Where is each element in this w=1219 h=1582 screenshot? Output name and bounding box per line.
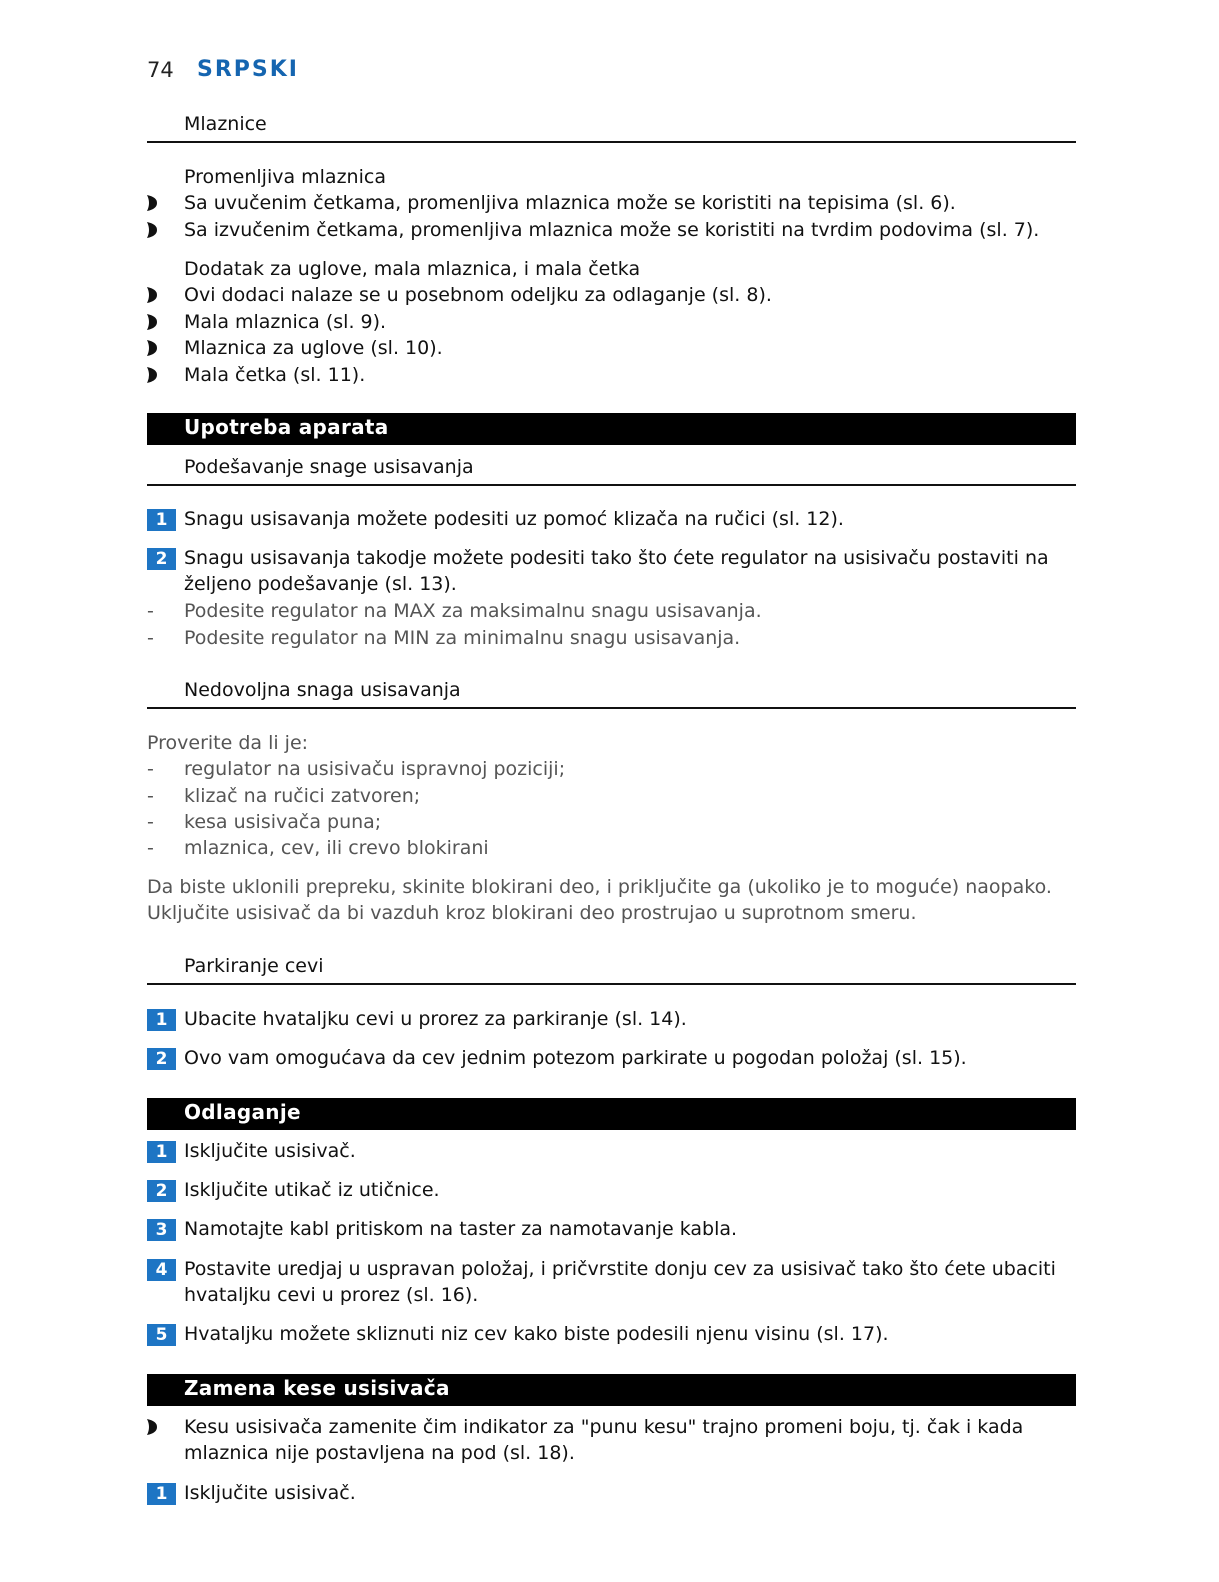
bullet-text: Sa uvučenim četkama, promenljiva mlaznica može se koristiti na tepisima (sl. 6). [184,192,956,214]
divider [147,983,1076,985]
dash-marker: - [147,811,154,833]
step-number: 2 [147,1048,176,1070]
insufficient-heading: Nedovoljna snaga usisavanja [184,679,461,701]
paragraph-line: Uključite usisivač da bi vazduh kroz blokirani deo prostrujao u suprotnom smeru. [147,902,917,924]
bullet-icon [147,340,157,356]
step-number: 2 [147,1180,176,1202]
step-number: 1 [147,1009,176,1031]
step-text: Ubacite hvataljku cevi u prorez za parkiranje (sl. 14). [184,1008,687,1030]
step-text: Isključite usisivač. [184,1482,356,1504]
step-number: 4 [147,1259,176,1281]
bullet-icon [147,1419,157,1435]
step-text: Namotajte kabl pritiskom na taster za namotavanje kabla. [184,1218,738,1240]
check-intro: Proverite da li je: [147,732,309,754]
section-bar-bag [147,1374,1076,1406]
accessories-title: Dodatak za uglove, mala mlaznica, i mala četka [184,258,641,280]
bullet-text: Sa izvučenim četkama, promenljiva mlaznica može se koristiti na tvrdim podovima (sl. 7). [184,219,1040,241]
step-number: 1 [147,509,176,531]
bullet-icon [147,314,157,330]
bullet-icon [147,195,157,211]
step-number: 1 [147,1483,176,1505]
bullet-icon [147,287,157,303]
dash-text: Podesite regulator na MAX za maksimalnu snagu usisavanja. [184,600,762,622]
dash-marker: - [147,627,154,649]
step-number: 3 [147,1219,176,1241]
step-text: Isključite usisivač. [184,1140,356,1162]
language-label: SRPSKI [197,57,299,82]
step-text-continued: željeno podešavanje (sl. 13). [184,573,457,595]
step-text: Hvataljku možete skliznuti niz cev kako biste podesili njenu visinu (sl. 17). [184,1323,889,1345]
dash-text: Podesite regulator na MIN za minimalnu snagu usisavanja. [184,627,741,649]
variable-nozzle-title: Promenljiva mlaznica [184,166,386,188]
power-heading: Podešavanje snage usisavanja [184,456,474,478]
dash-marker: - [147,600,154,622]
dash-text: mlaznica, cev, ili crevo blokirani [184,837,489,859]
section-title: Odlaganje [184,1100,301,1124]
step-number: 2 [147,548,176,570]
section-title: Upotreba aparata [184,415,389,439]
divider [147,484,1076,486]
bullet-text: Ovi dodaci nalaze se u posebnom odeljku za odlaganje (sl. 8). [184,284,772,306]
bullet-text: Mlaznica za uglove (sl. 10). [184,337,443,359]
divider [147,141,1076,143]
step-text: Postavite uredjaj u uspravan položaj, i pričvrstite donju cev za usisivač tako što ćete ubaciti [184,1258,1056,1280]
bullet-icon [147,222,157,238]
bullet-text: Mala četka (sl. 11). [184,364,366,386]
divider [147,707,1076,709]
step-number: 1 [147,1141,176,1163]
parking-heading: Parkiranje cevi [184,955,324,977]
step-text: Snagu usisavanja možete podesiti uz pomoć klizača na ručici (sl. 12). [184,508,844,530]
step-text-continued: hvataljku cevi u prorez (sl. 16). [184,1284,479,1306]
dash-text: klizač na ručici zatvoren; [184,785,421,807]
dash-marker: - [147,837,154,859]
bullet-icon [147,367,157,383]
dash-text: kesa usisivača puna; [184,811,382,833]
dash-text: regulator na usisivaču ispravnoj poziciji; [184,758,566,780]
step-text: Isključite utikač iz utičnice. [184,1179,440,1201]
step-text: Ovo vam omogućava da cev jednim potezom parkirate u pogodan položaj (sl. 15). [184,1047,967,1069]
step-text: Snagu usisavanja takodje možete podesiti tako što ćete regulator na usisivaču postaviti na [184,547,1049,569]
page-number: 74 [147,58,174,82]
nozzles-heading: Mlaznice [184,113,267,135]
bullet-text: Kesu usisivača zamenite čim indikator za "punu kesu" trajno promeni boju, tj. čak i kada [184,1416,1024,1438]
dash-marker: - [147,785,154,807]
paragraph-line: Da biste uklonili prepreku, skinite blokirani deo, i priključite ga (ukoliko je to moguće) naopako. [147,876,1052,898]
step-number: 5 [147,1324,176,1346]
section-bar-usage [147,413,1076,445]
section-title: Zamena kese usisivača [184,1376,450,1400]
section-bar-storage [147,1098,1076,1130]
bullet-text-continued: mlaznica nije postavljena na pod (sl. 18). [184,1442,575,1464]
dash-marker: - [147,758,154,780]
bullet-text: Mala mlaznica (sl. 9). [184,311,387,333]
